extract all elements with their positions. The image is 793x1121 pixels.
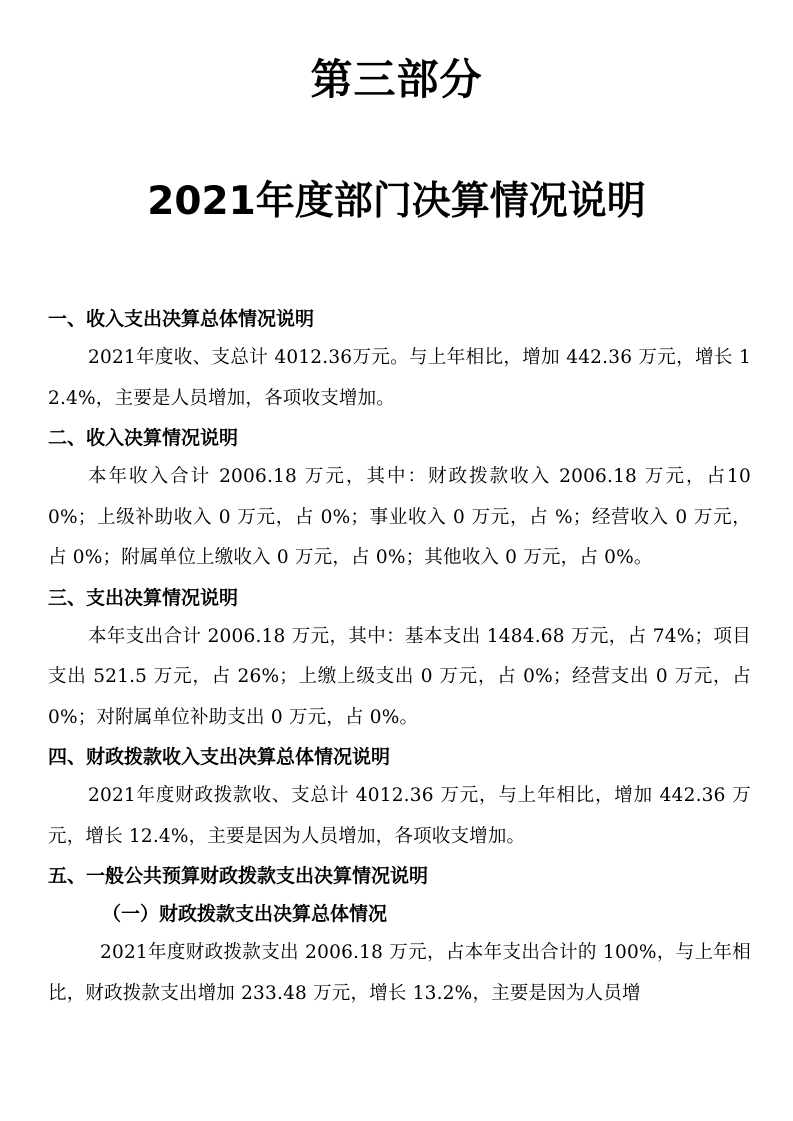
section-paragraph-5: 2021年度财政拨款支出 2006.18 万元，占本年支出合计的 100%，与上年相比，财政拨款支出增加 233.48 万元，增长 13.2%，主要是因为人员增	[48, 942, 751, 1004]
section-paragraph-2: 本年收入合计 2006.18 万元，其中：财政拨款收入 2006.18 万元，占100%；上级补助收入 0 万元，占 0%；事业收入 0 万元，占 %；经营收入 0 万元，占 0%；附属单位上缴收入 0 万元，占 0%；其他收入 0 万元，占 0%。	[48, 466, 751, 568]
document-body	[48, 300, 751, 1014]
part-title: 第三部分	[310, 55, 483, 104]
section-paragraph-1: 2021年度收、支总计 4012.36万元。与上年相比，增加 442.36 万元，增长 12.4%，主要是人员增加，各项收支增加。	[48, 347, 751, 409]
document-title: 2021年度部门决算情况说明	[147, 179, 646, 224]
section-heading-2: 二、收入决算情况说明	[48, 427, 239, 449]
section-subheading-5-1: （一）财政拨款支出决算总体情况	[102, 903, 388, 925]
section-heading-5: 五、一般公共预算财政拨款支出决算情况说明	[48, 865, 429, 887]
section-paragraph-3: 本年支出合计 2006.18 万元，其中：基本支出 1484.68 万元，占 74%；项目支出 521.5 万元，占 26%；上缴上级支出 0 万元，占 0%；经营支出 0 万元，占 0%；对附属单位补助支出 0 万元，占 0%。	[48, 625, 751, 728]
section-heading-1: 一、收入支出决算总体情况说明	[48, 308, 315, 330]
section-paragraph-4: 2021年度财政拨款收、支总计 4012.36 万元，与上年相比，增加 442.36 万元，增长 12.4%，主要是因为人员增加，各项收支增加。	[48, 785, 751, 847]
section-heading-3: 三、支出决算情况说明	[48, 586, 239, 609]
section-heading-4: 四、财政拨款收入支出决算总体情况说明	[48, 746, 391, 768]
